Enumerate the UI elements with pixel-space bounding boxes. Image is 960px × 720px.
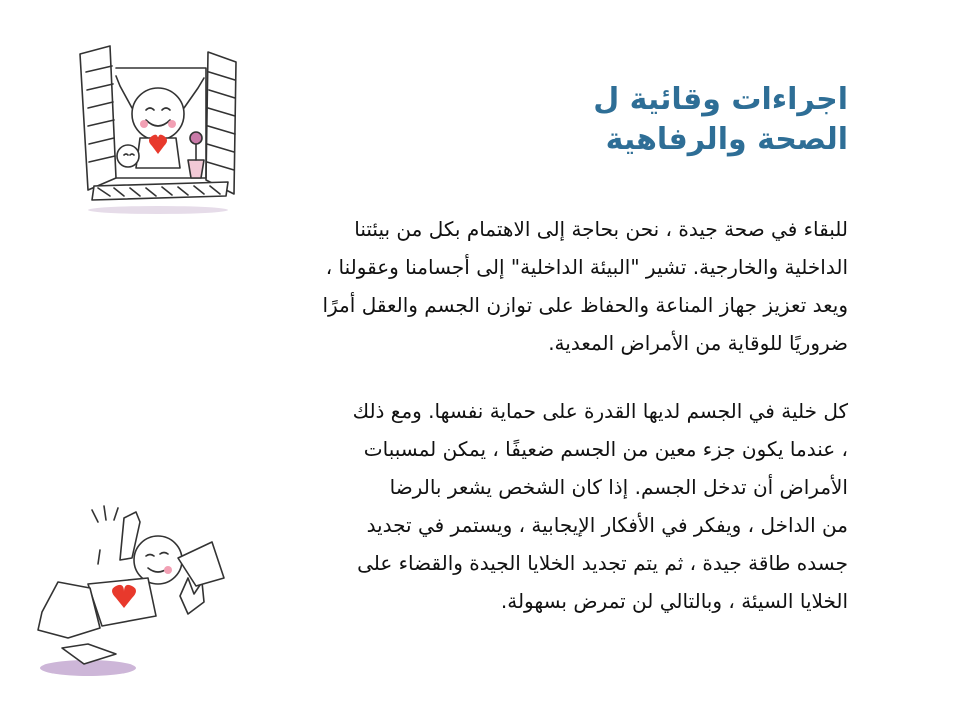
paragraph-line: الأمراض أن تدخل الجسم. إذا كان الشخص يشعر بالرضا (389, 475, 848, 499)
paragraph-line: ويعد تعزيز جهاز المناعة والحفاظ على توازن الجسم والعقل أمرًا (322, 293, 848, 317)
paragraph-line: للبقاء في صحة جيدة ، نحن بحاجة إلى الاهتمام بكل من بيئتنا (354, 217, 848, 241)
paragraph-line: الداخلية والخارجية. تشير "البيئة الداخلية" إلى أجسامنا وعقولنا ، (325, 255, 848, 279)
paragraph-line: من الداخل ، ويفكر في الأفكار الإيجابية ، ويستمر في تجديد (366, 513, 848, 537)
paragraph-cells (238, 392, 848, 620)
paragraph-line: ضروريًا للوقاية من الأمراض المعدية. (548, 331, 848, 355)
paragraph-line: كل خلية في الجسم لديها القدرة على حماية نفسها. ومع ذلك (352, 399, 848, 423)
paragraph-line: الخلايا السيئة ، وبالتالي لن تمرض بسهولة. (500, 589, 848, 613)
slide-title (388, 80, 848, 160)
paragraph-line: ، عندما يكون جزء معين من الجسم ضعيفًا ، يمكن لمسببات (363, 437, 848, 461)
cheering-kid-cartoon-icon (28, 498, 248, 680)
window-cartoon-icon (58, 38, 248, 216)
slide-title-line: الصحة والرفاهية (605, 122, 848, 157)
slide-title-line: اجراءات وقائية ل (593, 82, 848, 117)
paragraph-line: جسده طاقة جيدة ، ثم يتم تجديد الخلايا الجيدة والقضاء على (357, 551, 848, 575)
paragraph-environment (228, 210, 848, 362)
